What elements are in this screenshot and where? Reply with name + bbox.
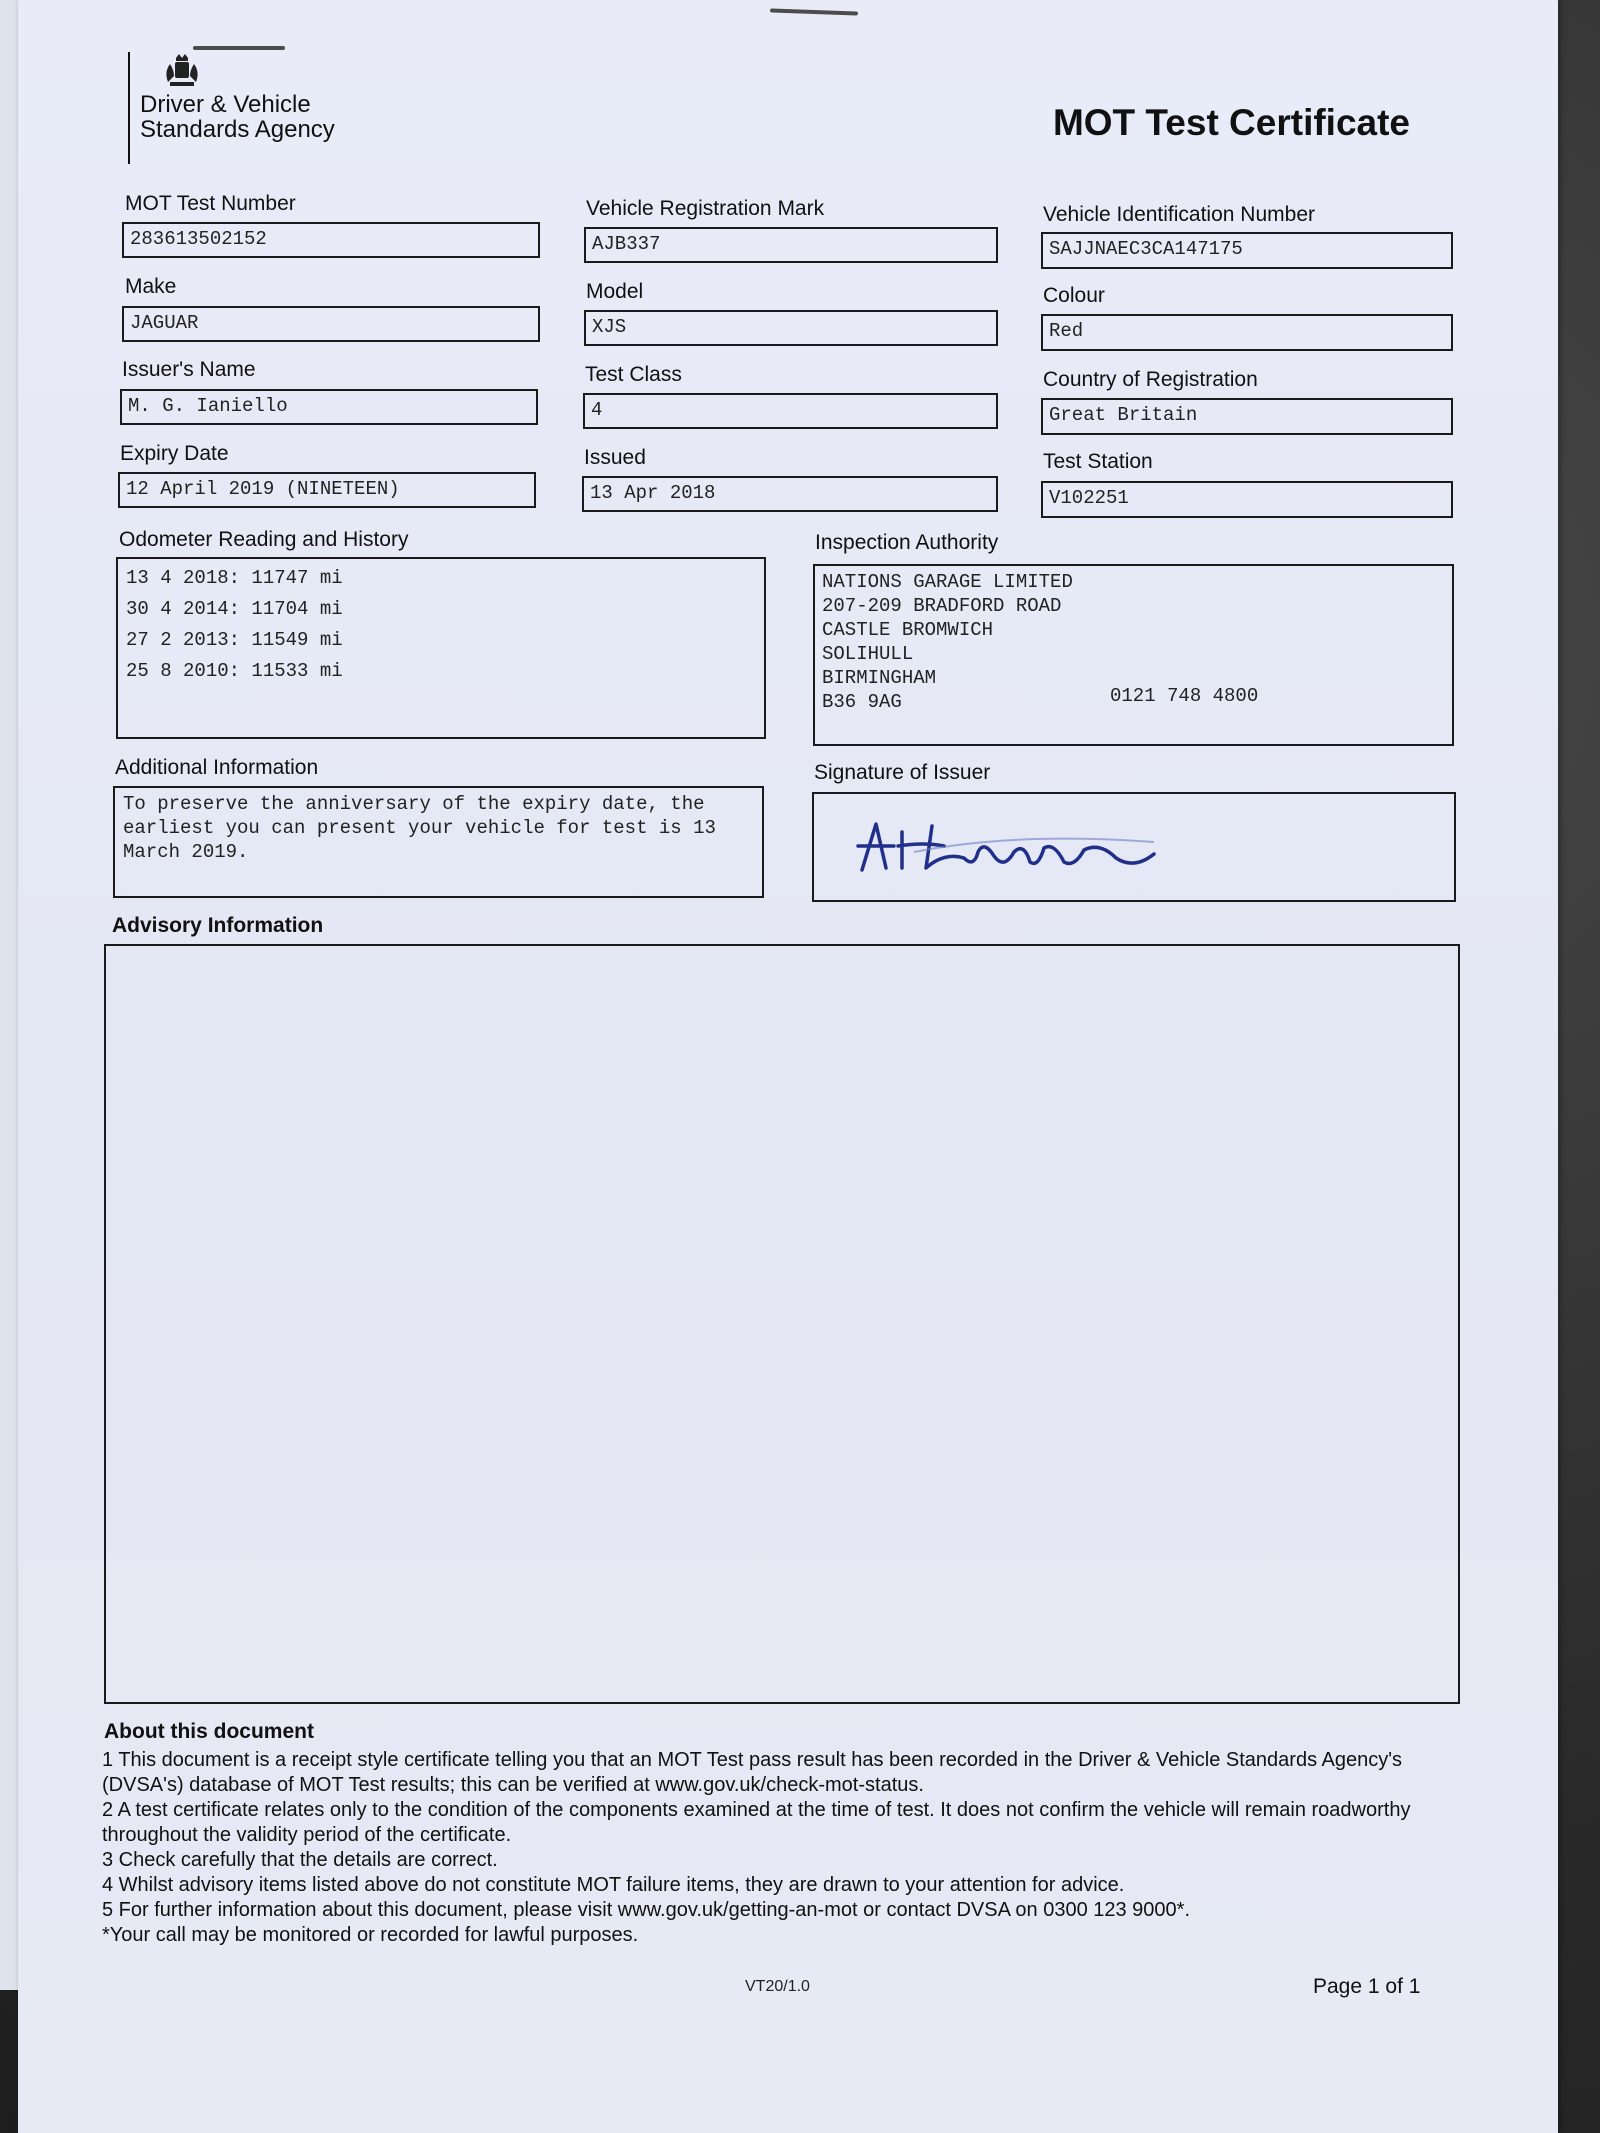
odometer-label: Odometer Reading and History [119,528,409,551]
about-title: About this document [104,1720,314,1743]
royal-crest-icon [160,52,204,93]
about-item: 3 Check carefully that the details are correct. [102,1849,498,1871]
colour-label: Colour [1043,284,1105,307]
country-label: Country of Registration [1043,368,1258,391]
address-line: CASTLE BROMWICH [822,619,994,641]
make-field: JAGUAR [122,306,540,342]
about-item: 2 A test certificate relates only to the condition of the components examined at the time of test. It does not confirm the vehicle will remain roadworthy throughout the validity period of the certificate. [102,1799,1411,1846]
signature-label: Signature of Issuer [814,761,991,784]
odometer-entry: 25 8 2010: 11533 mi [126,660,343,682]
about-text [102,1748,1472,1948]
odometer-entry: 30 4 2014: 11704 mi [126,598,343,620]
issued-label: Issued [584,446,646,469]
colour-field: Red [1041,314,1453,351]
address-line: BIRMINGHAM [822,667,937,689]
odometer-entry: 27 2 2013: 11549 mi [126,629,343,651]
about-item: 5 For further information about this document, please visit www.gov.uk/getting-an-mot or contact DVSA on 0300 123 9000*. [102,1899,1191,1921]
staple [193,46,285,50]
registration-field: AJB337 [584,227,998,263]
vin-label: Vehicle Identification Number [1043,203,1315,226]
additional-info-text: To preserve the anniversary of the expiry date, the earliest you can present your vehicle for test is 13 March 2019. [123,793,716,863]
issued-field: 13 Apr 2018 [582,476,998,512]
make-label: Make [125,275,177,298]
form-code: VT20/1.0 [745,1978,810,1995]
test-station-field: V102251 [1041,481,1453,518]
issuer-signature [854,812,1174,882]
address-line: SOLIHULL [822,643,914,665]
odometer-entry: 13 4 2018: 11747 mi [126,567,343,589]
about-item: *Your call may be monitored or recorded for lawful purposes. [102,1924,639,1946]
test-class-field: 4 [583,393,998,429]
vin-field: SAJJNAEC3CA147175 [1041,232,1453,269]
phone-number: 0121 748 4800 [1110,685,1259,707]
address-line: B36 9AG [822,691,902,713]
additional-info-label: Additional Information [115,756,319,779]
staple [770,8,858,15]
model-field: XJS [584,310,998,346]
country-field: Great Britain [1041,398,1453,435]
registration-label: Vehicle Registration Mark [586,197,825,220]
expiry-date-field: 12 April 2019 (NINETEEN) [118,472,536,508]
additional-info-box [113,786,764,898]
address-line: NATIONS GARAGE LIMITED [822,571,1073,593]
inspection-authority-label: Inspection Authority [815,531,999,554]
test-class-label: Test Class [585,363,682,386]
advisory-box [104,944,1460,1704]
test-station-label: Test Station [1043,450,1153,473]
issuer-name-field: M. G. Ianiello [120,389,538,425]
model-label: Model [586,280,644,303]
inspection-authority-box [813,564,1454,746]
certificate-sheet [18,0,1558,2133]
address-line: 207-209 BRADFORD ROAD [822,595,1062,617]
page-number: Page 1 of 1 [1313,1975,1421,1998]
test-number-field: 283613502152 [122,222,540,258]
expiry-date-label: Expiry Date [120,442,229,465]
agency-name: Driver & Vehicle Standards Agency [140,91,335,143]
advisory-label: Advisory Information [112,914,324,937]
page-title: MOT Test Certificate [1052,102,1410,143]
agency-logo [128,52,335,164]
about-item: 1 This document is a receipt style certificate telling you that an MOT Test pass result has been recorded in the Driver & Vehicle Standards Agency's (DVSA's) database of MOT Test results; this can be verified at www.gov.uk/check-mot-status. [102,1749,1403,1796]
about-item: 4 Whilst advisory items listed above do not constitute MOT failure items, they are drawn to your attention for advice. [102,1874,1125,1896]
test-number-label: MOT Test Number [125,192,296,215]
issuer-name-label: Issuer's Name [122,358,256,381]
odometer-history-box [116,557,766,739]
signature-box [812,792,1456,902]
